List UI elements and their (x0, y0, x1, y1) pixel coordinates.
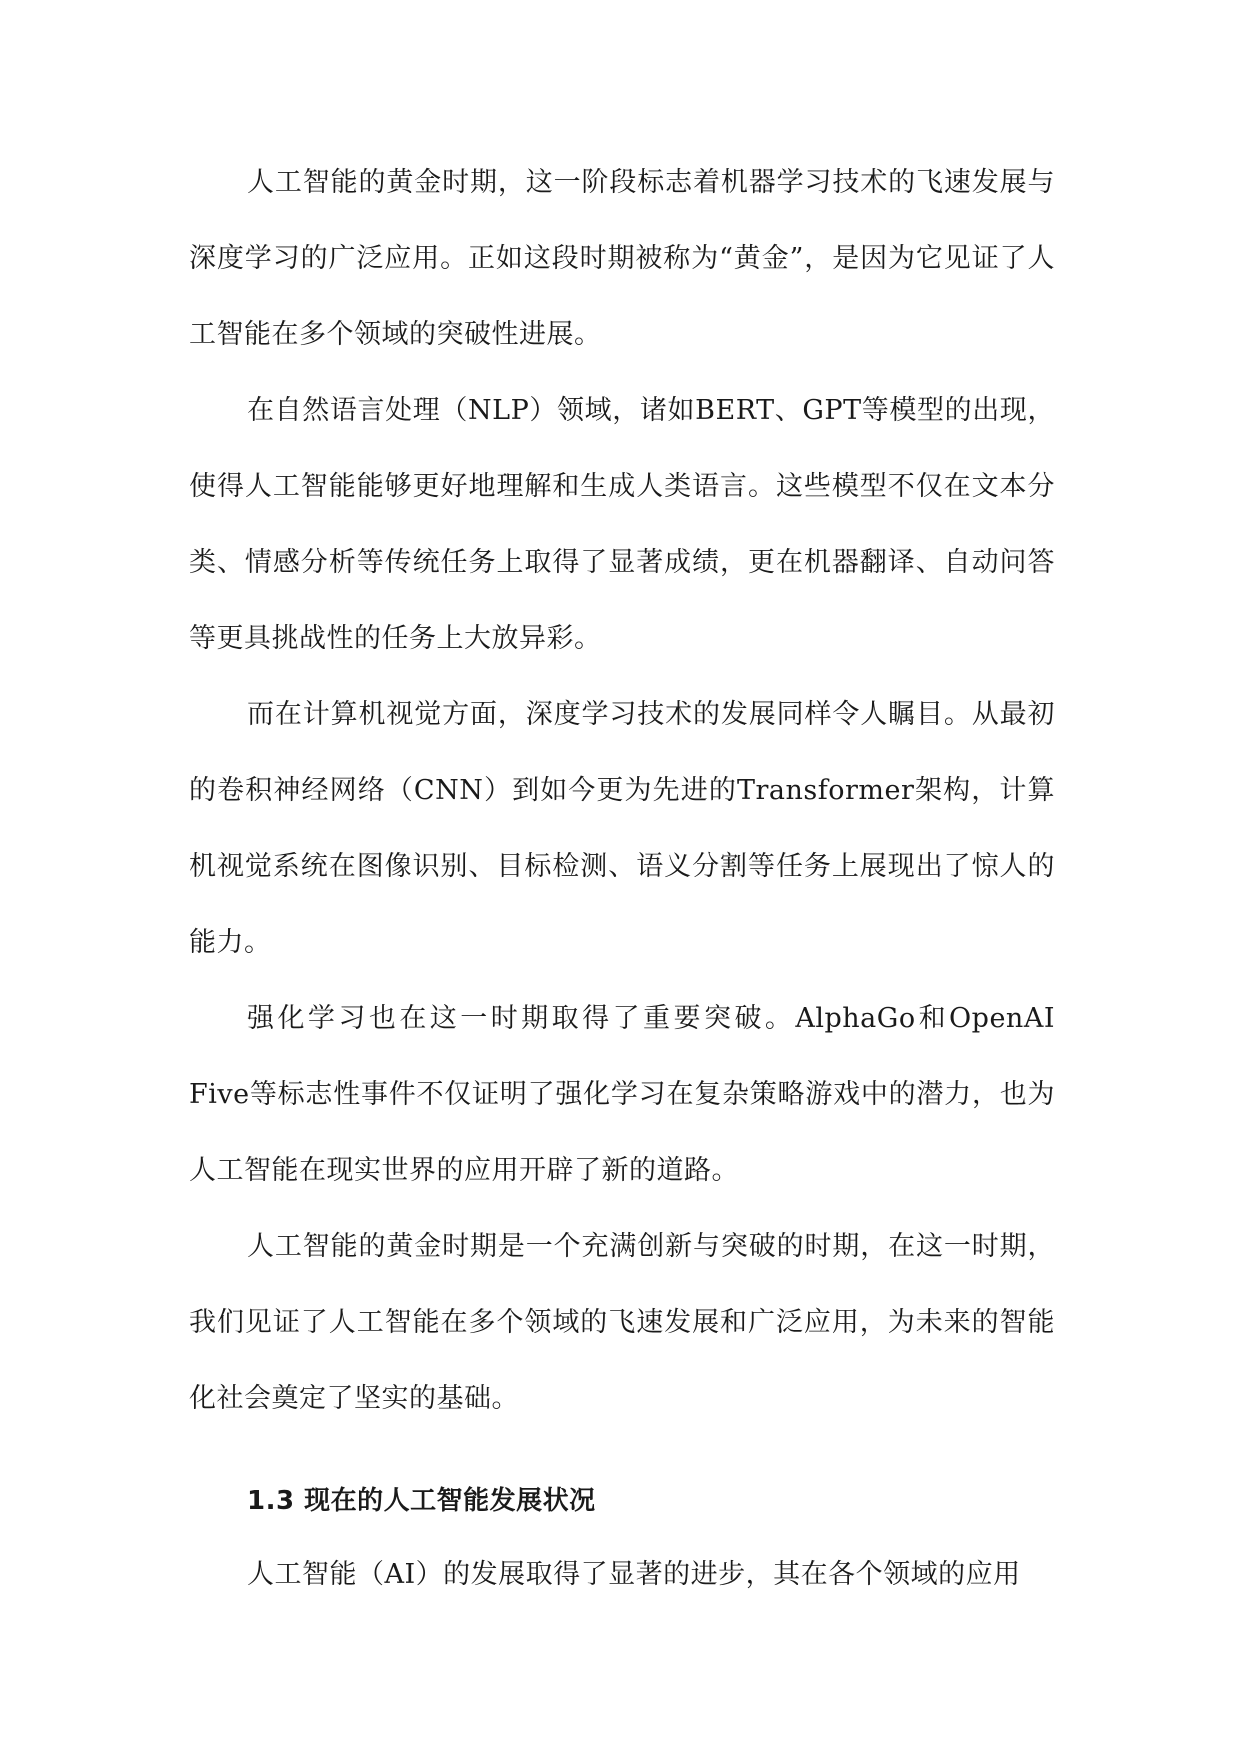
paragraph-reinforcement-learning: 强化学习也在这一时期取得了重要突破。AlphaGo和OpenAI Five等标志性事件不仅证明了强化学习在复杂策略游戏中的潜力，也为人工智能在现实世界的应用开辟了新的道路。 (189, 1003, 1055, 1186)
paragraph-golden-age-summary: 人工智能的黄金时期是一个充满创新与突破的时期，在这一时期，我们见证了人工智能在多个领域的飞速发展和广泛应用，为未来的智能化社会奠定了坚实的基础。 (189, 1231, 1055, 1414)
paragraph-nlp: 在自然语言处理（NLP）领域，诸如BERT、GPT等模型的出现，使得人工智能能够更好地理解和生成人类语言。这些模型不仅在文本分类、情感分析等传统任务上取得了显著成绩，更在机器翻译、自动问答等更具挑战性的任务上大放异彩。 (189, 395, 1055, 654)
paragraph-current-status: 人工智能（AI）的发展取得了显著的进步，其在各个领域的应用 (247, 1559, 1021, 1590)
paragraph-golden-age-intro: 人工智能的黄金时期，这一阶段标志着机器学习技术的飞速发展与深度学习的广泛应用。正如这段时期被称为“黄金”，是因为它见证了人工智能在多个领域的突破性进展。 (189, 167, 1055, 350)
document-body (189, 145, 1055, 1613)
section-heading: 1.3 现在的人工智能发展状况 (247, 1486, 596, 1516)
paragraph-computer-vision: 而在计算机视觉方面，深度学习技术的发展同样令人瞩目。从最初的卷积神经网络（CNN）到如今更为先进的Transformer架构，计算机视觉系统在图像识别、目标检测、语义分割等任务上展现出了惊人的能力。 (189, 699, 1055, 958)
